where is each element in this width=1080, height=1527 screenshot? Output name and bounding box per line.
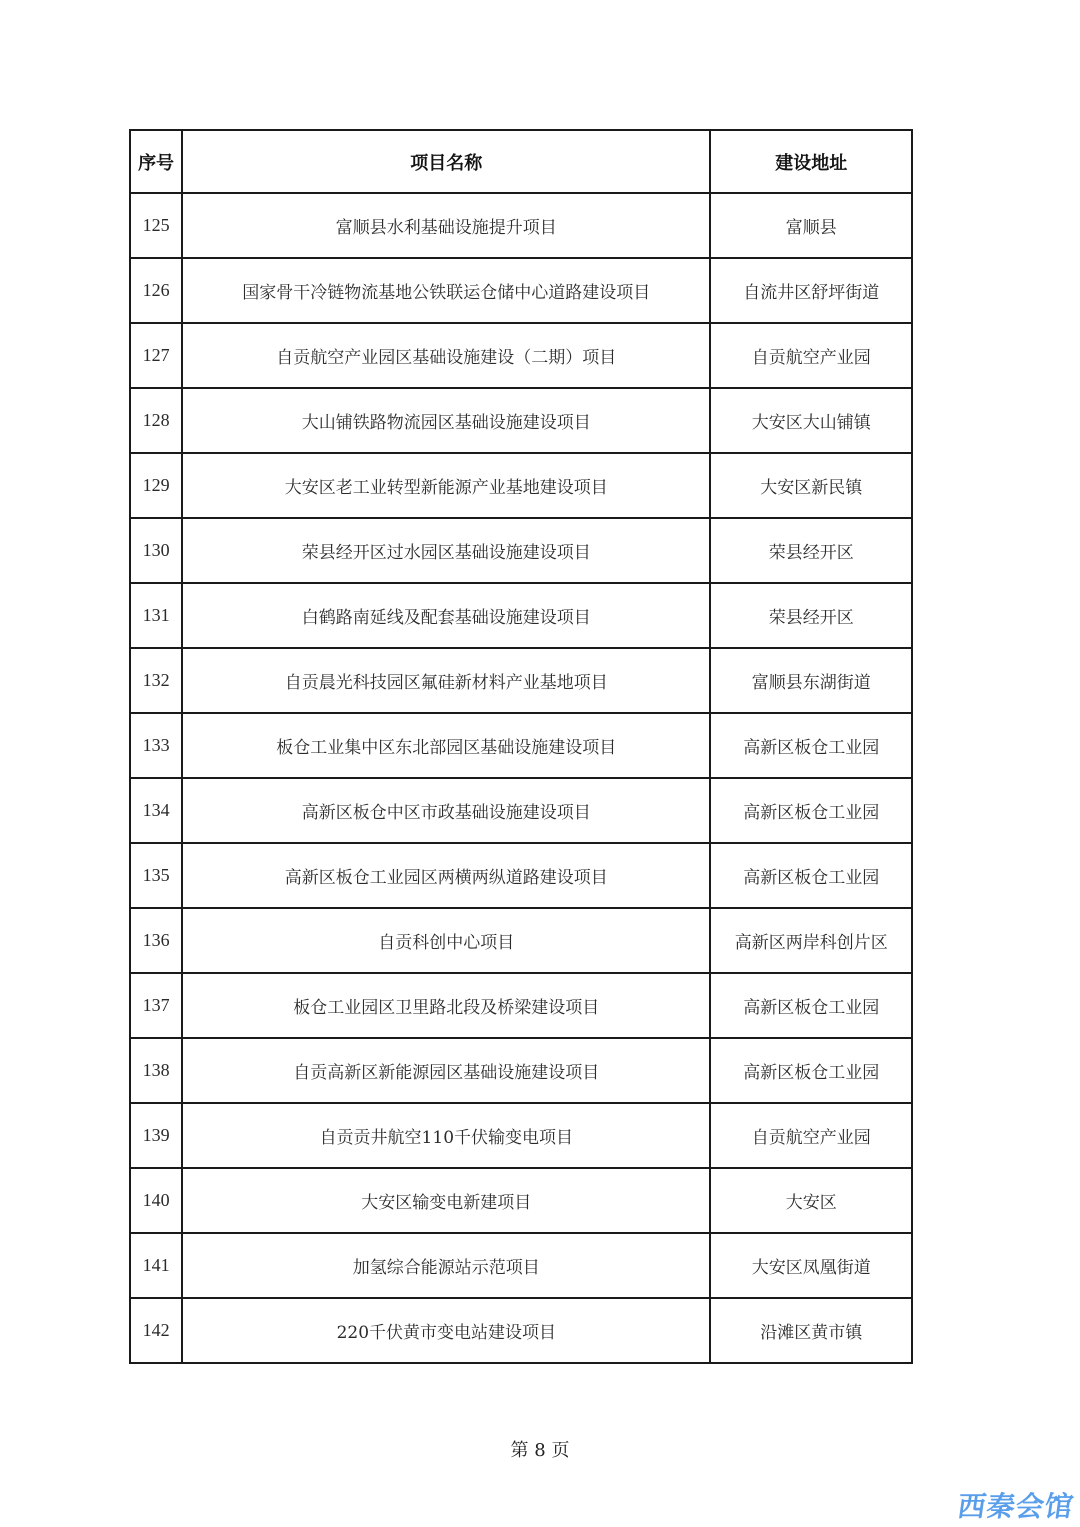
table-header-row: [130, 130, 912, 193]
cell-project-name: 自贡航空产业园区基础设施建设（二期）项目: [182, 323, 710, 388]
header-serial-number: 序号: [130, 130, 182, 193]
table-row: [130, 908, 912, 973]
cell-project-name: 大山铺铁路物流园区基础设施建设项目: [182, 388, 710, 453]
cell-construction-address: 沿滩区黄市镇: [710, 1298, 912, 1363]
cell-project-name: 国家骨干冷链物流基地公铁联运仓储中心道路建设项目: [182, 258, 710, 323]
cell-project-name: 自贡高新区新能源园区基础设施建设项目: [182, 1038, 710, 1103]
cell-project-name: 富顺县水利基础设施提升项目: [182, 193, 710, 258]
project-table: [129, 129, 913, 1364]
cell-construction-address: 自流井区舒坪街道: [710, 258, 912, 323]
cell-project-name: 大安区输变电新建项目: [182, 1168, 710, 1233]
header-project-name: 项目名称: [182, 130, 710, 193]
cell-serial-number: 127: [130, 323, 182, 388]
header-construction-address: 建设地址: [710, 130, 912, 193]
cell-serial-number: 141: [130, 1233, 182, 1298]
cell-serial-number: 126: [130, 258, 182, 323]
cell-construction-address: 荣县经开区: [710, 518, 912, 583]
cell-serial-number: 133: [130, 713, 182, 778]
cell-serial-number: 130: [130, 518, 182, 583]
cell-project-name: 高新区板仓中区市政基础设施建设项目: [182, 778, 710, 843]
cell-construction-address: 自贡航空产业园: [710, 323, 912, 388]
table-body: [130, 193, 912, 1363]
cell-construction-address: 大安区凤凰街道: [710, 1233, 912, 1298]
cell-construction-address: 大安区: [710, 1168, 912, 1233]
cell-project-name: 加氢综合能源站示范项目: [182, 1233, 710, 1298]
cell-construction-address: 富顺县: [710, 193, 912, 258]
cell-construction-address: 高新区板仓工业园: [710, 843, 912, 908]
cell-project-name: 白鹤路南延线及配套基础设施建设项目: [182, 583, 710, 648]
cell-construction-address: 高新区板仓工业园: [710, 973, 912, 1038]
cell-construction-address: 高新区板仓工业园: [710, 713, 912, 778]
cell-construction-address: 荣县经开区: [710, 583, 912, 648]
cell-construction-address: 自贡航空产业园: [710, 1103, 912, 1168]
table-row: [130, 973, 912, 1038]
cell-serial-number: 137: [130, 973, 182, 1038]
cell-serial-number: 135: [130, 843, 182, 908]
table-row: [130, 453, 912, 518]
cell-project-name: 板仓工业集中区东北部园区基础设施建设项目: [182, 713, 710, 778]
cell-project-name: 板仓工业园区卫里路北段及桥梁建设项目: [182, 973, 710, 1038]
table-row: [130, 258, 912, 323]
table-row: [130, 778, 912, 843]
cell-serial-number: 136: [130, 908, 182, 973]
cell-construction-address: 大安区大山铺镇: [710, 388, 912, 453]
table-row: [130, 1103, 912, 1168]
cell-project-name: 自贡晨光科技园区氟硅新材料产业基地项目: [182, 648, 710, 713]
cell-serial-number: 131: [130, 583, 182, 648]
cell-project-name: 高新区板仓工业园区两横两纵道路建设项目: [182, 843, 710, 908]
page-number: 第 8 页: [510, 1440, 570, 1461]
cell-serial-number: 140: [130, 1168, 182, 1233]
table-row: [130, 843, 912, 908]
cell-construction-address: 高新区板仓工业园: [710, 1038, 912, 1103]
table-row: [130, 583, 912, 648]
cell-project-name: 自贡贡井航空110千伏输变电项目: [182, 1103, 710, 1168]
cell-construction-address: 大安区新民镇: [710, 453, 912, 518]
watermark-logo: 西秦会馆: [955, 1490, 1077, 1523]
table-row: [130, 388, 912, 453]
table-row: [130, 1038, 912, 1103]
cell-construction-address: 富顺县东湖街道: [710, 648, 912, 713]
cell-project-name: 220千伏黄市变电站建设项目: [182, 1298, 710, 1363]
table-row: [130, 648, 912, 713]
cell-serial-number: 132: [130, 648, 182, 713]
cell-serial-number: 139: [130, 1103, 182, 1168]
table-row: [130, 713, 912, 778]
cell-serial-number: 125: [130, 193, 182, 258]
table-row: [130, 323, 912, 388]
cell-project-name: 自贡科创中心项目: [182, 908, 710, 973]
cell-serial-number: 129: [130, 453, 182, 518]
cell-construction-address: 高新区两岸科创片区: [710, 908, 912, 973]
table-row: [130, 1298, 912, 1363]
cell-serial-number: 128: [130, 388, 182, 453]
table-row: [130, 1168, 912, 1233]
cell-serial-number: 138: [130, 1038, 182, 1103]
cell-project-name: 荣县经开区过水园区基础设施建设项目: [182, 518, 710, 583]
cell-serial-number: 134: [130, 778, 182, 843]
table-row: [130, 1233, 912, 1298]
cell-project-name: 大安区老工业转型新能源产业基地建设项目: [182, 453, 710, 518]
cell-serial-number: 142: [130, 1298, 182, 1363]
table-row: [130, 193, 912, 258]
table-row: [130, 518, 912, 583]
cell-construction-address: 高新区板仓工业园: [710, 778, 912, 843]
